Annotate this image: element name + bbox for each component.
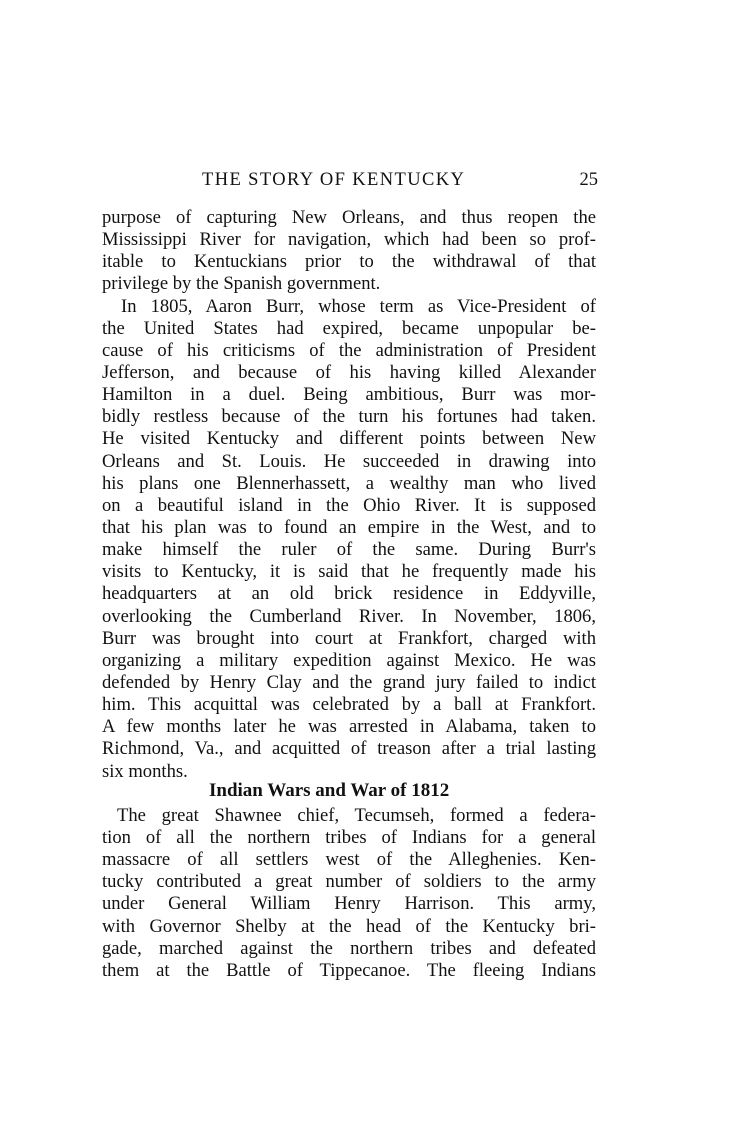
text-line: organizing a military expedition against Mexico. He was bbox=[102, 649, 596, 671]
text-line: his plans one Blennerhassett, a wealthy man who lived bbox=[102, 472, 596, 494]
text-line: In 1805, Aaron Burr, whose term as Vice-President of bbox=[121, 295, 596, 317]
text-line: privilege by the Spanish government. bbox=[102, 273, 381, 295]
text-line: him. This acquittal was celebrated by a ball at Frankfort. bbox=[102, 694, 596, 716]
text-line: Richmond, Va., and acquitted of treason after a trial lasting bbox=[102, 738, 596, 760]
text-line: The great Shawnee chief, Tecumseh, formed a federa- bbox=[117, 804, 596, 826]
text-line: the United States had expired, became unpopular be- bbox=[102, 317, 596, 339]
paragraph-aaron-burr bbox=[102, 296, 596, 783]
text-line: He visited Kentucky and different points between New bbox=[102, 428, 596, 450]
page-number: 25 bbox=[579, 170, 598, 190]
text-line: A few months later he was arrested in Alabama, taken to bbox=[102, 716, 596, 738]
text-line: make himself the ruler of the same. During Burr's bbox=[102, 539, 596, 561]
text-line: on a beautiful island in the Ohio River. It is supposed bbox=[102, 494, 596, 516]
section-heading: Indian Wars and War of 1812 bbox=[209, 779, 450, 801]
body-text bbox=[102, 207, 596, 982]
text-line: tion of all the northern tribes of Indians for a general bbox=[102, 826, 596, 848]
text-line: with Governor Shelby at the head of the Kentucky bri- bbox=[102, 915, 596, 937]
text-line: six months. bbox=[102, 760, 188, 782]
text-line: Jefferson, and because of his having killed Alexander bbox=[102, 361, 596, 383]
text-line: Burr was brought into court at Frankfort, charged with bbox=[102, 627, 596, 649]
text-line: gade, marched against the northern tribes and defeated bbox=[102, 937, 596, 959]
text-line: that his plan was to found an empire in the West, and to bbox=[102, 516, 596, 538]
text-line: itable to Kentuckians prior to the withdrawal of that bbox=[102, 251, 596, 273]
running-title: THE STORY OF KENTUCKY bbox=[202, 170, 466, 190]
text-line: massacre of all settlers west of the Alleghenies. Ken- bbox=[102, 849, 596, 871]
text-line: bidly restless because of the turn his fortunes had taken. bbox=[102, 406, 596, 428]
text-line: defended by Henry Clay and the grand jury failed to indict bbox=[102, 671, 596, 693]
paragraph-tecumseh bbox=[102, 805, 596, 982]
text-line: Hamilton in a duel. Being ambitious, Burr was mor- bbox=[102, 384, 596, 406]
text-line: tucky contributed a great number of soldiers to the army bbox=[102, 871, 596, 893]
text-line: cause of his criticisms of the administration of President bbox=[102, 339, 596, 361]
text-line: overlooking the Cumberland River. In November, 1806, bbox=[102, 605, 596, 627]
paragraph-spanish-navigation bbox=[102, 207, 596, 296]
text-line: them at the Battle of Tippecanoe. The fleeing Indians bbox=[102, 959, 596, 981]
text-line: headquarters at an old brick residence in Eddyville, bbox=[102, 583, 596, 605]
text-line: under General William Henry Harrison. This army, bbox=[102, 893, 596, 915]
text-line: Orleans and St. Louis. He succeeded in drawing into bbox=[102, 450, 596, 472]
text-line: visits to Kentucky, it is said that he frequently made his bbox=[102, 561, 596, 583]
text-line: Mississippi River for navigation, which had been so prof- bbox=[102, 229, 596, 251]
running-head bbox=[104, 170, 598, 194]
text-line: purpose of capturing New Orleans, and thus reopen the bbox=[102, 207, 596, 228]
